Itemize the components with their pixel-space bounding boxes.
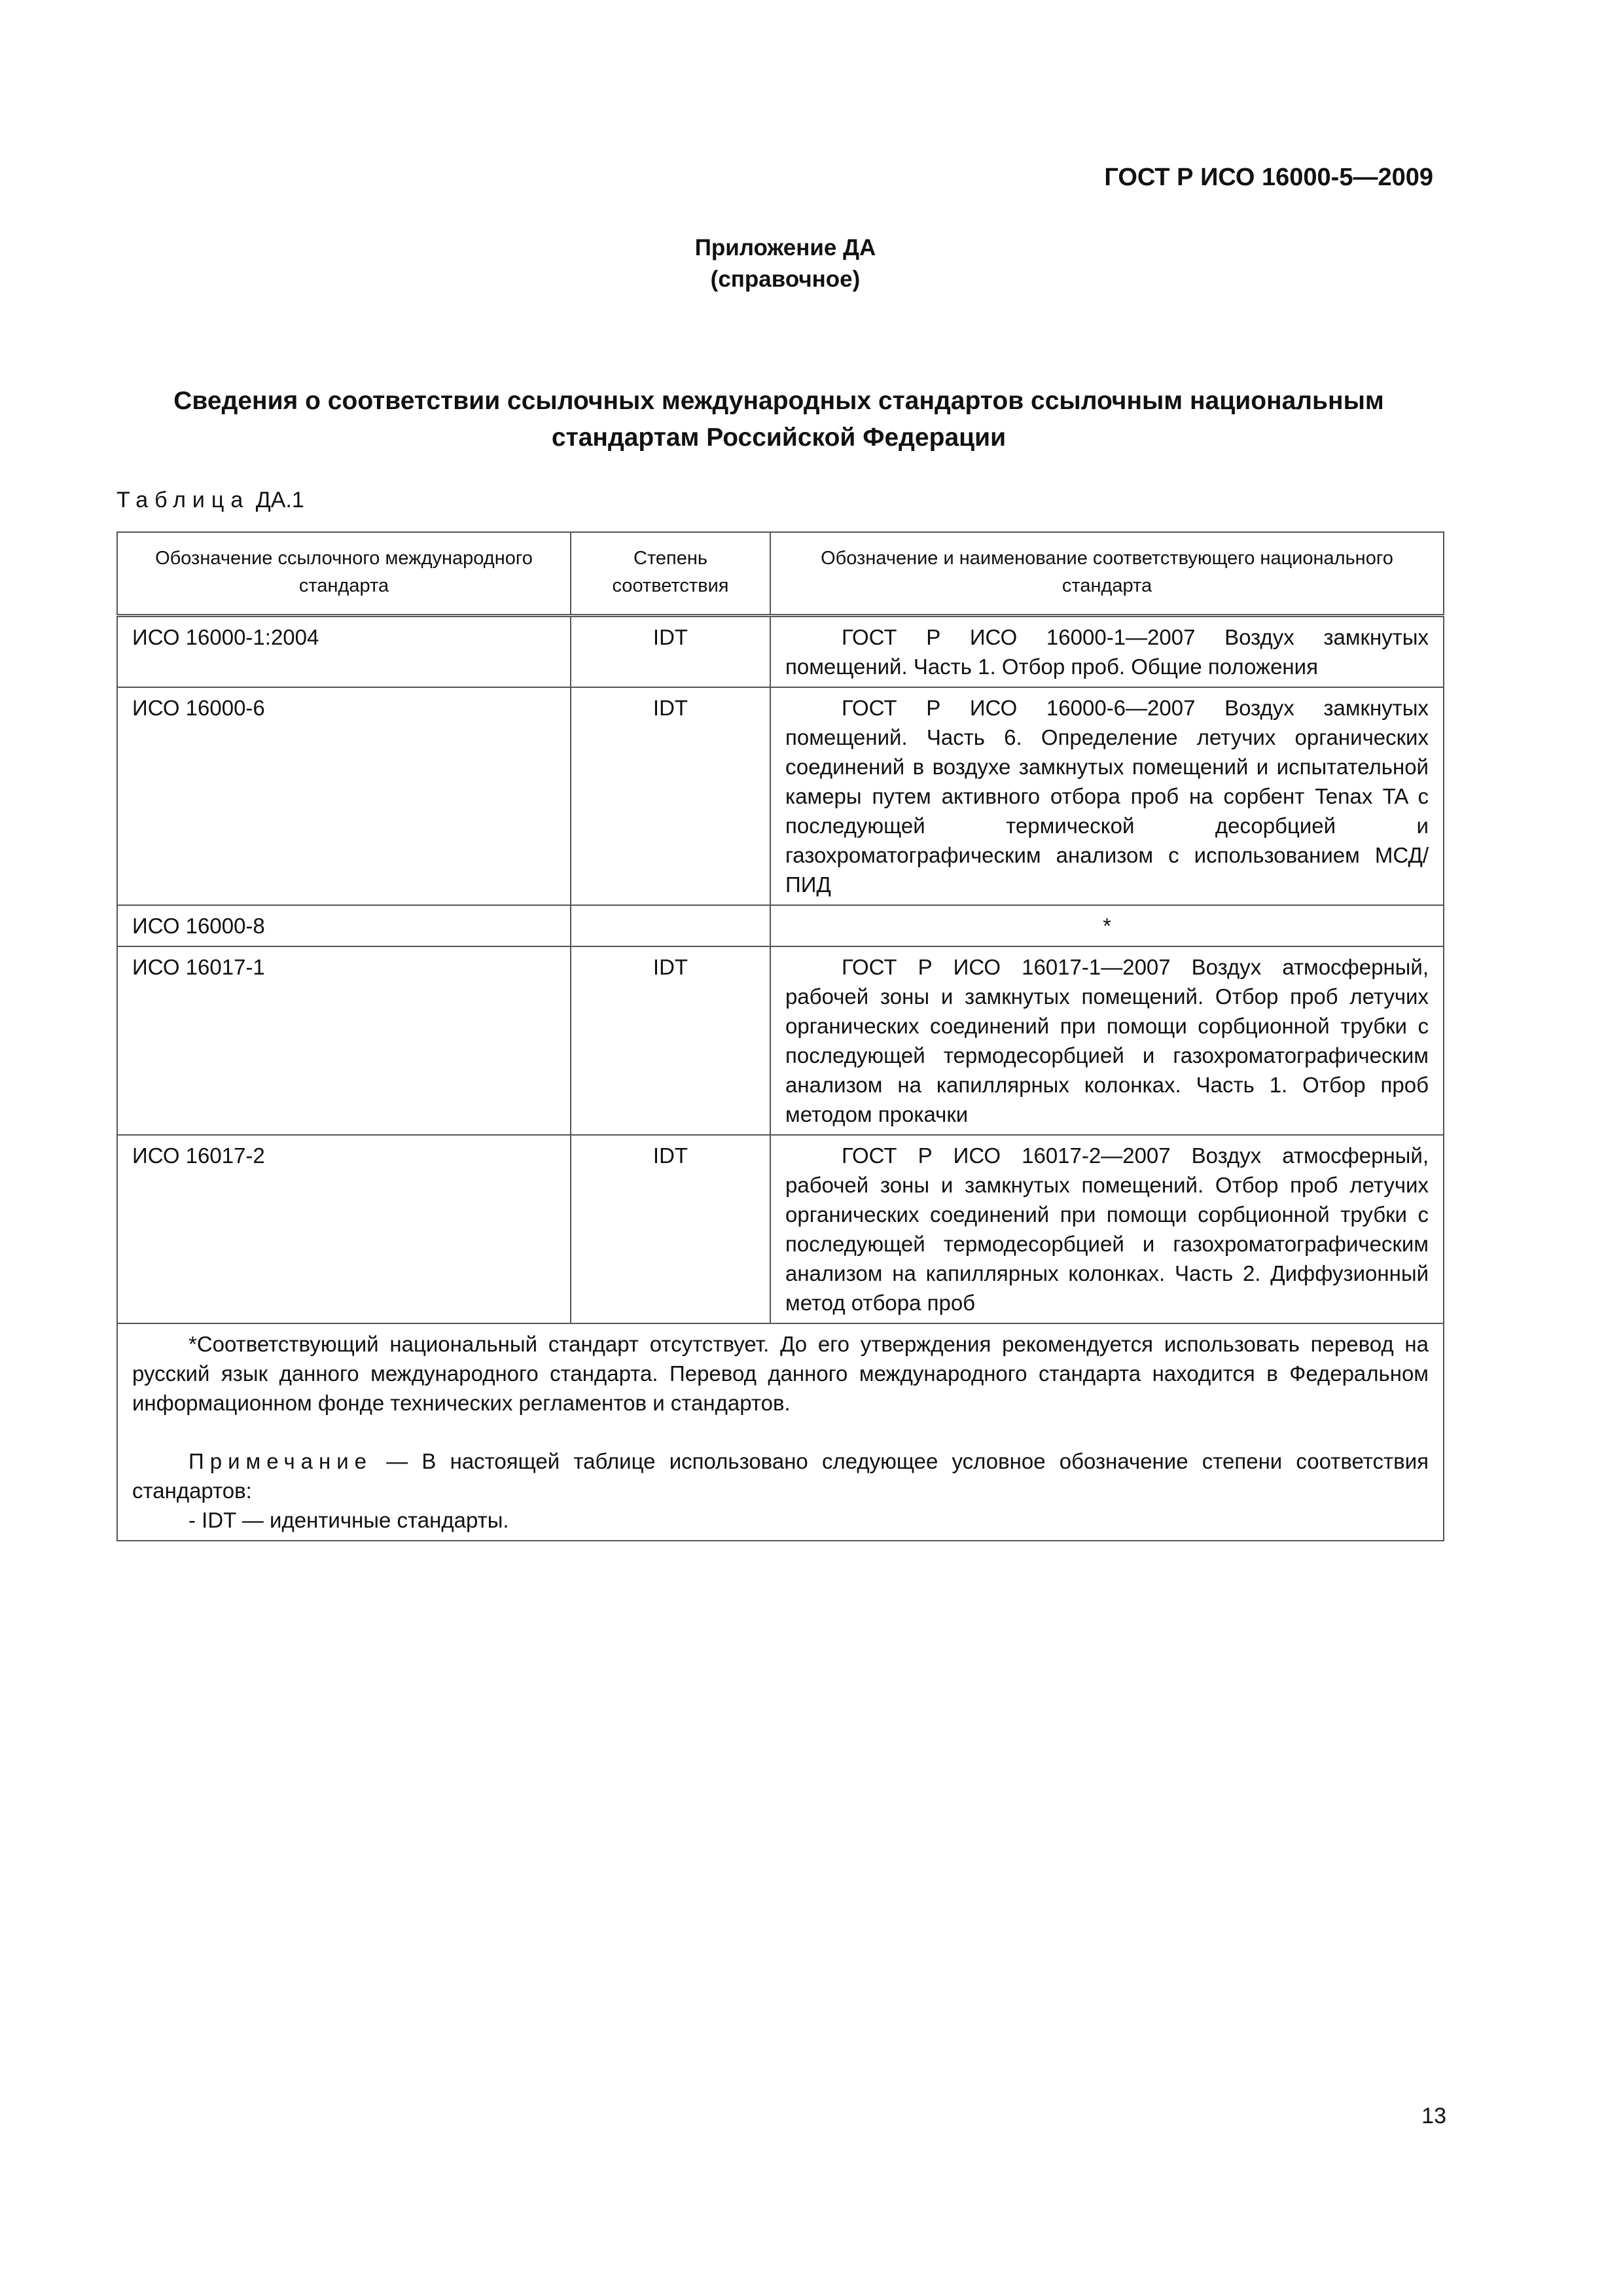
- table-row: [117, 687, 1444, 905]
- national-standard-cell: ГОСТ Р ИСО 16000-6—2007 Воздух замкнутых помещений. Часть 6. Определение летучих органических соединений в воздухе замкнутых помещений и испытательной камеры путем активного отбора проб на сорбент Tenax TA с последующей термической десорбцией и газохроматографическим анализом с использованием МСД/ПИД: [770, 687, 1444, 905]
- degree-cell: IDT: [571, 616, 770, 688]
- intl-standard-cell: ИСО 16017-2: [117, 1135, 571, 1323]
- national-standard-cell: ГОСТ Р ИСО 16000-1—2007 Воздух замкнутых помещений. Часть 1. Отбор проб. Общие положения: [770, 616, 1444, 688]
- intl-standard-cell: ИСО 16000-8: [117, 905, 571, 946]
- degree-cell: [571, 905, 770, 946]
- table-header-row: [117, 532, 1444, 616]
- column-header-degree: Степень соответствия: [571, 532, 770, 616]
- correspondence-table: [116, 531, 1444, 1541]
- table-footer-row: [117, 1323, 1444, 1541]
- intl-standard-cell: ИСО 16000-1:2004: [117, 616, 571, 688]
- table-label: [116, 488, 304, 513]
- table-row: [117, 946, 1444, 1135]
- intl-standard-cell: ИСО 16000-6: [117, 687, 571, 905]
- degree-cell: IDT: [571, 1135, 770, 1323]
- note-text: — В настоящей таблице использовано следующее условное обозначение степени соответствия стандартов:: [132, 1449, 1429, 1503]
- footnote: *Соответствующий национальный стандарт отсутствует. До его утверждения рекомендуется использовать перевод на русский язык данного международного стандарта. Перевод данного международного стандарта находится в Федеральном информационном фонде технических регламентов и стандартов.: [132, 1332, 1429, 1415]
- document-title-line-1: Сведения о соответствии ссылочных международных стандартов ссылочным национальным: [173, 387, 1384, 415]
- table-label-number: ДА.1: [255, 488, 304, 512]
- note-label: Примечание: [188, 1449, 373, 1473]
- table-notes: [117, 1323, 1444, 1541]
- column-header-national: Обозначение и наименование соответствующего национального стандарта: [770, 532, 1444, 616]
- degree-cell: IDT: [571, 687, 770, 905]
- column-header-intl: Обозначение ссылочного международного стандарта: [117, 532, 571, 616]
- standard-code-header: ГОСТ Р ИСО 16000-5—2009: [1104, 164, 1433, 191]
- table-row: [117, 905, 1444, 946]
- document-title-line-2: стандартам Российской Федерации: [551, 423, 1007, 452]
- note-item: - IDT — идентичные стандарты.: [188, 1508, 509, 1532]
- national-standard-cell: ГОСТ Р ИСО 16017-1—2007 Воздух атмосферный, рабочей зоны и замкнутых помещений. Отбор проб летучих органических соединений при помощи сорбционной трубки с последующей термодесорбцией и газохроматографическим анализом на капиллярных колонках. Часть 1. Отбор проб методом прокачки: [770, 946, 1444, 1135]
- document-title: [115, 383, 1442, 456]
- note: [132, 1446, 1429, 1505]
- table-label-word: Таблица: [116, 488, 250, 512]
- appendix-subtitle: (справочное): [710, 266, 861, 292]
- appendix-heading: [0, 232, 1571, 295]
- appendix-title: Приложение ДА: [694, 235, 876, 260]
- table-row: [117, 1135, 1444, 1323]
- national-standard-cell: *: [770, 905, 1444, 946]
- degree-cell: IDT: [571, 946, 770, 1135]
- table-row: [117, 616, 1444, 688]
- national-standard-cell: ГОСТ Р ИСО 16017-2—2007 Воздух атмосферный, рабочей зоны и замкнутых помещений. Отбор проб летучих органических соединений при помощи сорбционной трубки с последующей термодесорбцией и газохроматографическим анализом на капиллярных колонках. Часть 2. Диффузионный метод отбора проб: [770, 1135, 1444, 1323]
- page-number: 13: [1421, 2104, 1446, 2128]
- intl-standard-cell: ИСО 16017-1: [117, 946, 571, 1135]
